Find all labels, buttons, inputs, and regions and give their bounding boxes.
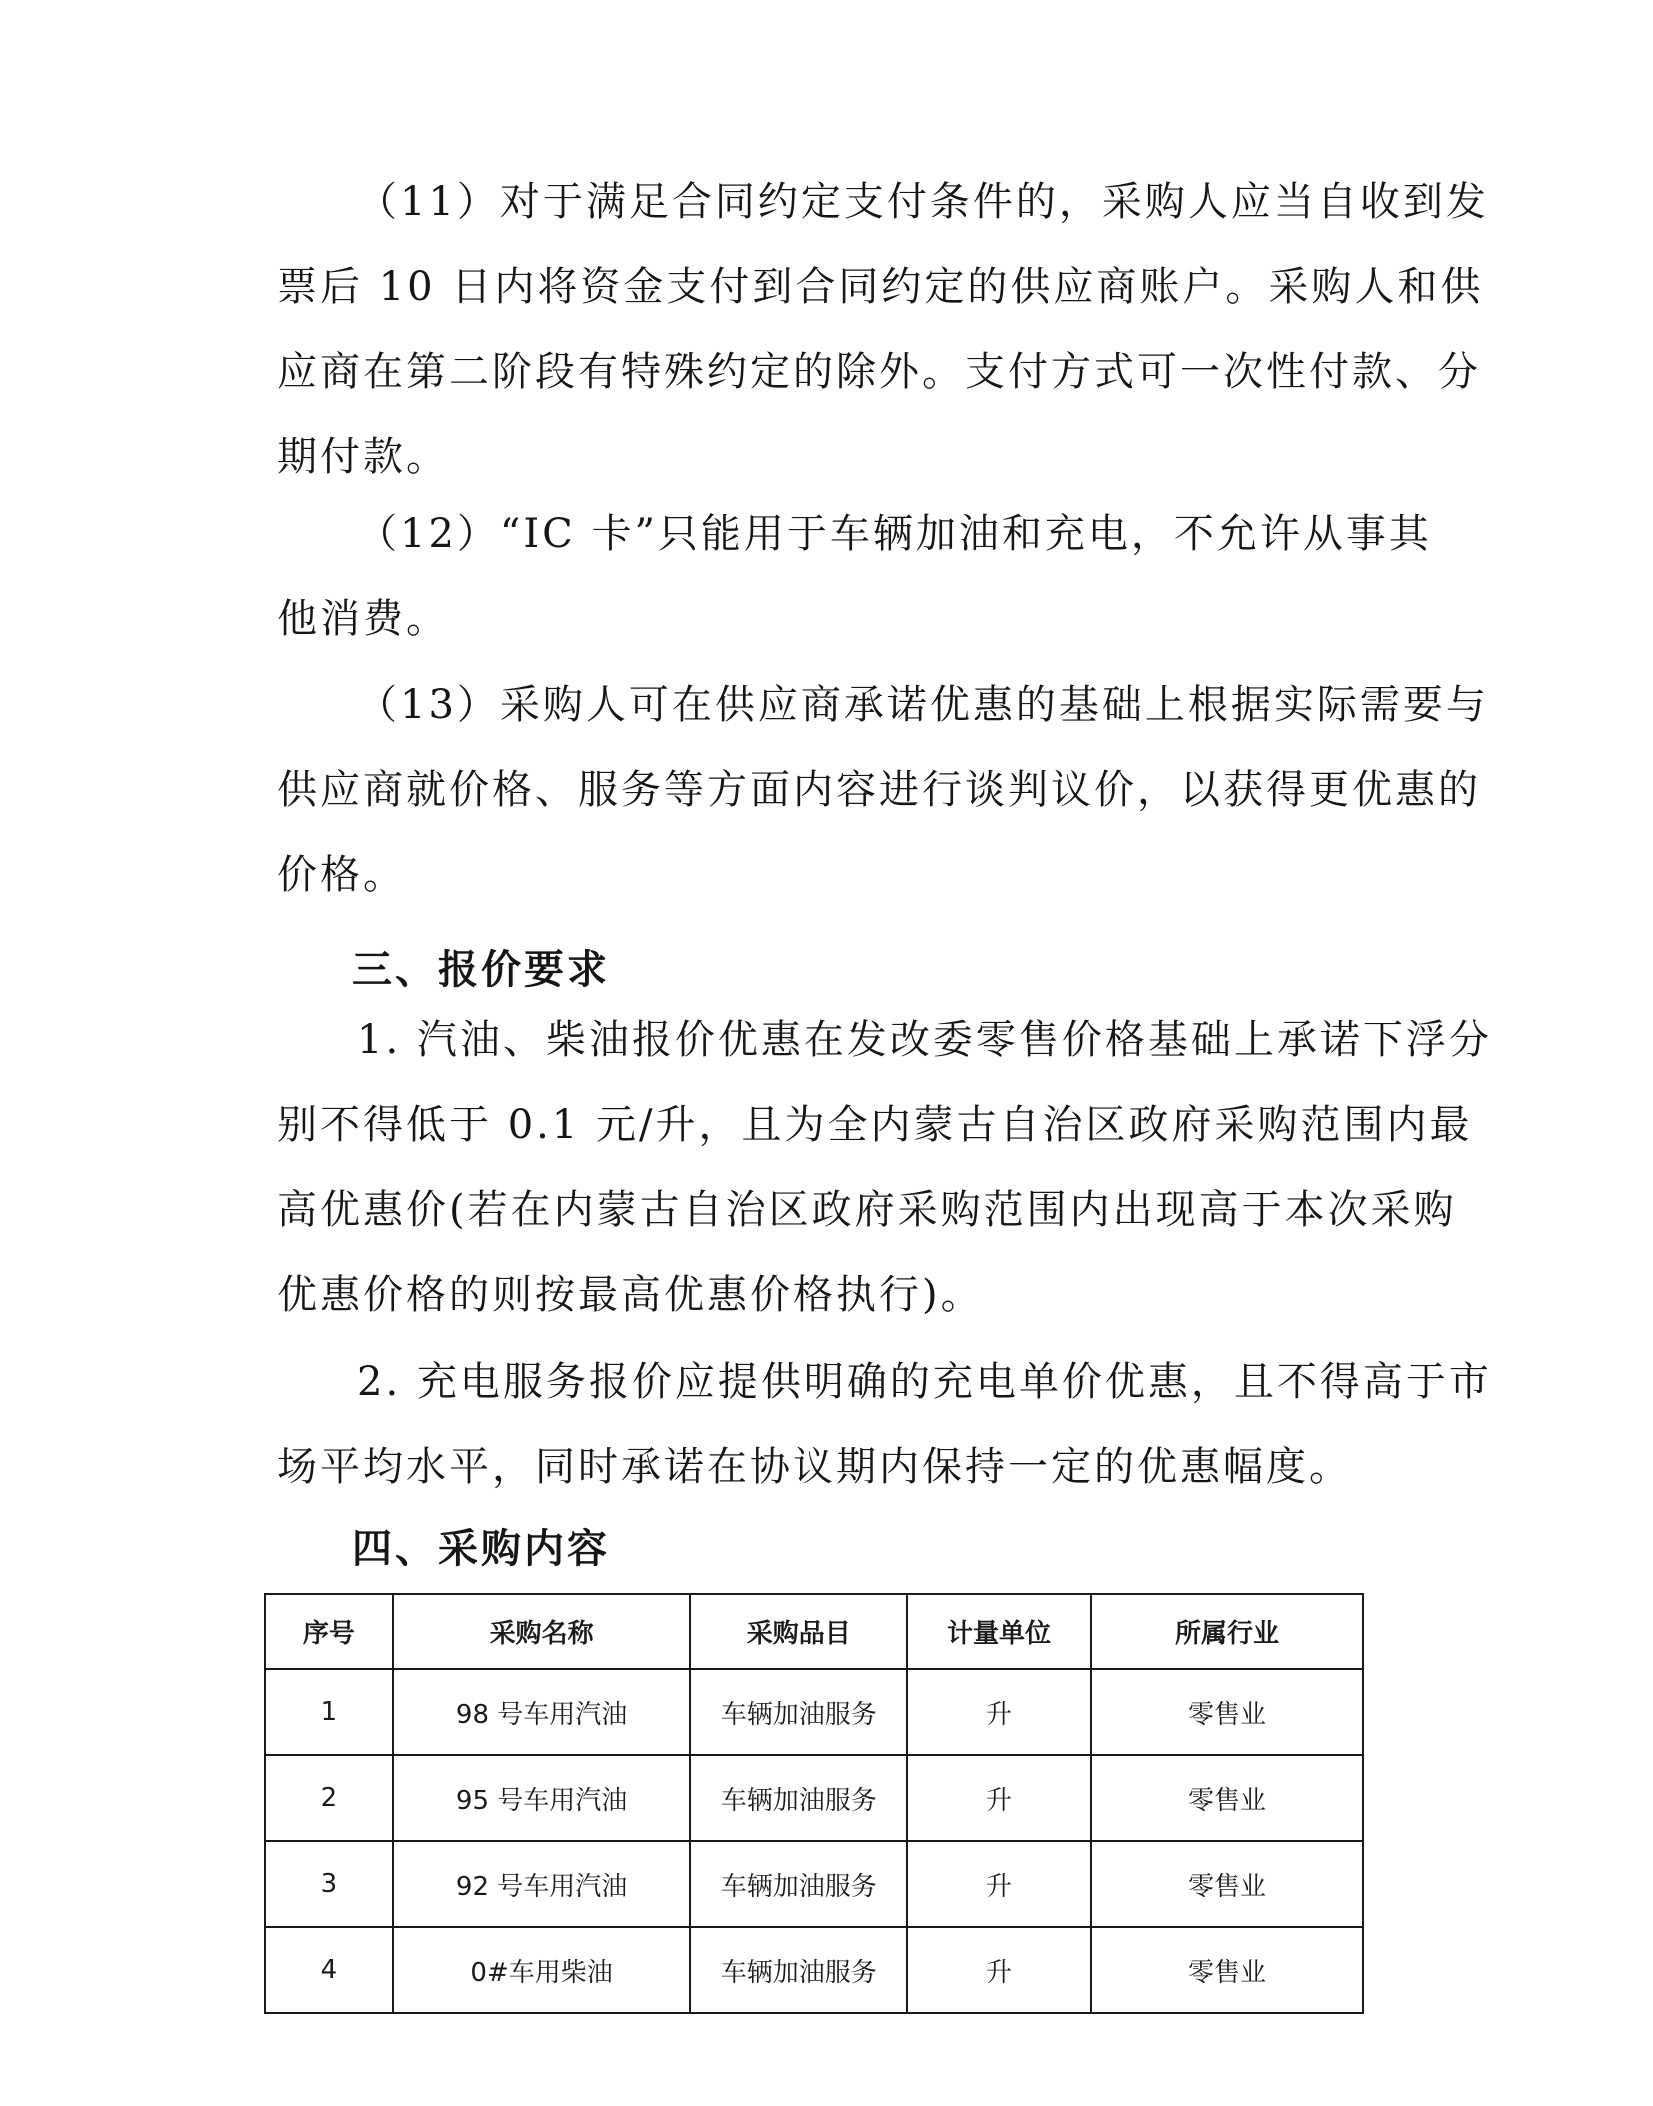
paragraph-line: 应商在第二阶段有特殊约定的除外。支付方式可一次性付款、分 bbox=[277, 349, 1481, 395]
table-header-row bbox=[265, 1594, 1363, 1669]
table-cell: 2 bbox=[265, 1755, 393, 1841]
table-cell: 98 号车用汽油 bbox=[393, 1669, 691, 1755]
table-cell: 92 号车用汽油 bbox=[393, 1841, 691, 1927]
table-cell: 零售业 bbox=[1091, 1927, 1363, 2013]
paragraph-line: （11）对于满足合同约定支付条件的，采购人应当自收到发 bbox=[357, 179, 1489, 225]
section-heading-procurement-content: 四、采购内容 bbox=[352, 1526, 610, 1572]
table-cell: 车辆加油服务 bbox=[690, 1927, 907, 2013]
paragraph-line: 期付款。 bbox=[277, 434, 449, 480]
table-cell: 升 bbox=[907, 1755, 1091, 1841]
paragraph-line: 优惠价格的则按最高优惠价格执行)。 bbox=[277, 1272, 984, 1318]
paragraph-line: 高优惠价(若在内蒙古自治区政府采购范围内出现高于本次采购 bbox=[277, 1187, 1457, 1233]
paragraph-line: （13）采购人可在供应商承诺优惠的基础上根据实际需要与 bbox=[357, 682, 1489, 728]
paragraph-line: 2. 充电服务报价应提供明确的充电单价优惠，且不得高于市 bbox=[357, 1359, 1492, 1405]
table-cell: 升 bbox=[907, 1927, 1091, 2013]
paragraph-line: 别不得低于 0.1 元/升，且为全内蒙古自治区政府采购范围内最 bbox=[277, 1102, 1473, 1148]
table-cell: 4 bbox=[265, 1927, 393, 2013]
table-row bbox=[265, 1841, 1363, 1927]
paragraph-13 bbox=[277, 663, 1489, 918]
table-cell: 零售业 bbox=[1091, 1669, 1363, 1755]
quote-requirement-item-1 bbox=[277, 998, 1492, 1338]
table-cell: 升 bbox=[907, 1841, 1091, 1927]
procurement-table bbox=[264, 1593, 1364, 2014]
paragraph-line: 价格。 bbox=[277, 852, 406, 898]
paragraph-line: 票后 10 日内将资金支付到合同约定的供应商账户。采购人和供 bbox=[277, 264, 1484, 310]
section-heading-quote-requirements: 三、报价要求 bbox=[352, 947, 610, 993]
table-row bbox=[265, 1927, 1363, 2013]
table-cell: 3 bbox=[265, 1841, 393, 1927]
paragraph-line: （12）“IC 卡”只能用于车辆加油和充电，不允许从事其 bbox=[357, 511, 1432, 557]
table-cell: 车辆加油服务 bbox=[690, 1669, 907, 1755]
table-cell: 零售业 bbox=[1091, 1755, 1363, 1841]
header-cell-category: 采购品目 bbox=[690, 1594, 907, 1669]
quote-requirement-item-2 bbox=[277, 1340, 1492, 1510]
header-cell-name: 采购名称 bbox=[393, 1594, 691, 1669]
header-cell-unit: 计量单位 bbox=[907, 1594, 1091, 1669]
table-row bbox=[265, 1755, 1363, 1841]
header-cell-index: 序号 bbox=[265, 1594, 393, 1669]
paragraph-line: 供应商就价格、服务等方面内容进行谈判议价，以获得更优惠的 bbox=[277, 767, 1481, 813]
table-row bbox=[265, 1669, 1363, 1755]
table-cell: 车辆加油服务 bbox=[690, 1755, 907, 1841]
paragraph-12 bbox=[277, 492, 1432, 662]
table-cell: 零售业 bbox=[1091, 1841, 1363, 1927]
table-cell: 95 号车用汽油 bbox=[393, 1755, 691, 1841]
paragraph-line: 1. 汽油、柴油报价优惠在发改委零售价格基础上承诺下浮分 bbox=[357, 1017, 1492, 1063]
paragraph-11 bbox=[277, 160, 1489, 500]
paragraph-line: 场平均水平，同时承诺在协议期内保持一定的优惠幅度。 bbox=[277, 1444, 1352, 1490]
header-cell-industry: 所属行业 bbox=[1091, 1594, 1363, 1669]
table-cell: 1 bbox=[265, 1669, 393, 1755]
table-cell: 0#车用柴油 bbox=[393, 1927, 691, 2013]
table-cell: 车辆加油服务 bbox=[690, 1841, 907, 1927]
table-cell: 升 bbox=[907, 1669, 1091, 1755]
paragraph-line: 他消费。 bbox=[277, 596, 449, 642]
